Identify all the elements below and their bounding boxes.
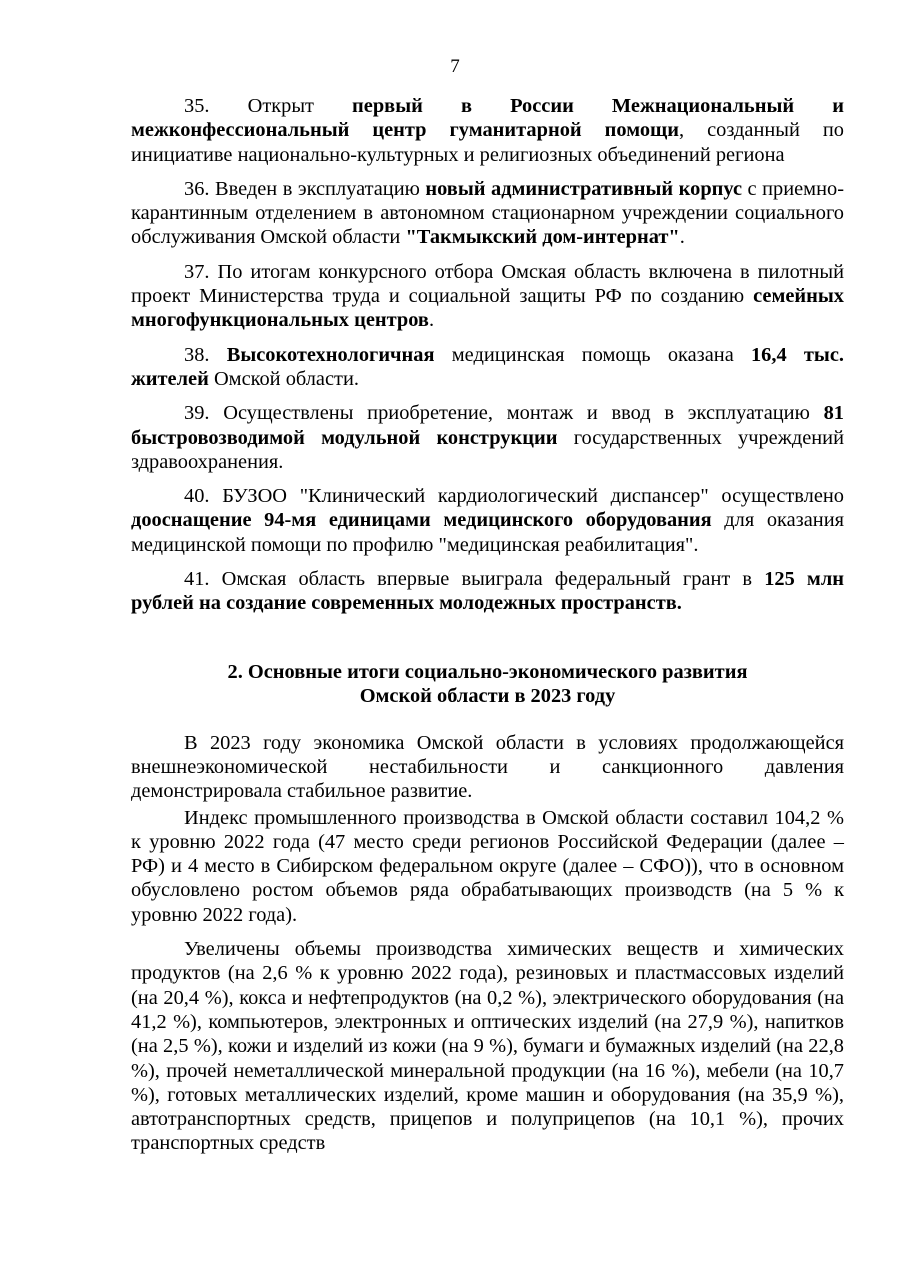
page-content <box>131 94 844 1156</box>
list-item-38-bold: Высокотехнологичная <box>226 343 435 366</box>
list-item-37-bold: семейных многофункциональных центров <box>131 285 844 332</box>
list-item-36-text: 36. Введен в эксплуатацию <box>184 177 426 200</box>
list-item-36-text-3: . <box>679 226 685 249</box>
list-item-38-text-3: Омской области. <box>208 367 359 390</box>
list-item-38 <box>131 343 844 392</box>
list-item-40-bold: дооснащение 94-мя единицами медицинского оборудования <box>131 509 712 532</box>
section-heading <box>131 660 844 709</box>
list-item-38-bold-2: 16,4 тыс. жителей <box>131 343 844 390</box>
list-item-38-text-2: медицинская помощь оказана <box>434 343 751 366</box>
section-paragraph-3: Увеличены объемы производства химических веществ и химических продуктов (на 2,6 % к уровню 2022 года), резиновых и пластмассовых изделий (на 20,4 %), кокса и нефтепродуктов (на 0,2 %), электрического оборудования (на 41,2 %), компьютеров, электронных и оптических изделий (на 27,9 %), напитков (на 2,5 %), кожи и изделий из кожи (на 9 %), бумаги и бумажных изделий (на 22,8 %), прочей неметаллической минеральной продукции (на 16 %), мебели (на 10,7 %), готовых металлических изделий, кроме машин и оборудования (на 35,9 %), автотранспортных средств, прицепов и полуприцепов (на 10,1 %), прочих транспортных средств <box>131 938 844 1155</box>
list-item-37-text: 37. По итогам конкурсного отбора Омская область включена в пилотный проект Министерства труда и социальной защиты РФ по созданию <box>131 260 844 308</box>
list-item-39-text-2: государственных учреждений здравоохранения. <box>131 426 844 473</box>
list-item-40 <box>131 484 844 557</box>
page-number: 7 <box>450 56 460 77</box>
list-item-36-text-2: с приемно-карантинным отделением в автономном стационарном учреждении социального обслуживания Омской области <box>131 177 844 249</box>
list-item-41-bold: 125 млн рублей на создание современных молодежных пространств. <box>131 568 845 615</box>
list-item-35-text: 35. Открыт <box>184 95 353 117</box>
list-item-41 <box>131 567 844 616</box>
list-item-39 <box>131 401 844 474</box>
section-paragraph-2: Индекс промышленного производства в Омской области составил 104,2 % к уровню 2022 года (47 место среди регионов Российской Федерации (далее – РФ) и 4 место в Сибирском федеральном округе (далее – СФО)), что в основном обусловлено ростом объемов ряда обрабатывающих производств (на 5 % к уровню 2022 года). <box>131 806 844 926</box>
list-item-35 <box>131 94 844 167</box>
list-item-40-text: 40. БУЗОО "Клинический кардиологический диспансер" осуществлено <box>184 485 844 508</box>
list-item-37-text-2: . <box>428 309 435 332</box>
list-item-36 <box>131 177 844 250</box>
list-item-36-bold-2: "Такмыкский дом-интернат" <box>405 226 680 249</box>
list-item-40-text-2: для оказания медицинской помощи по профилю "медицинская реабилитация". <box>131 509 844 556</box>
section-paragraph-1: В 2023 году экономика Омской области в условиях продолжающейся внешнеэкономической нестабильности и санкционного давления демонстрировала стабильное развитие. <box>131 731 844 803</box>
list-item-35-text-2: , созданный по инициативе национально-культурных и религиозных объединений региона <box>131 119 844 166</box>
list-item-36-bold: новый административный корпус <box>425 177 743 200</box>
list-item-39-text: 39. Осуществлены приобретение, монтаж и ввод в эксплуатацию <box>184 402 824 425</box>
list-item-38-text: 38. <box>184 343 227 366</box>
section-heading-line-2: Омской области в 2023 году <box>359 685 616 708</box>
section-heading-line-1: 2. Основные итоги социально-экономического развития <box>227 660 748 683</box>
list-item-37 <box>131 260 844 333</box>
list-item-41-text: 41. Омская область впервые выиграла федеральный грант в <box>184 568 765 591</box>
list-item-39-bold: 81 быстровозводимой модульной конструкции <box>131 402 844 449</box>
list-item-35-bold: первый в России Межнациональный и межконфессиональный центр гуманитарной помощи <box>131 95 844 142</box>
